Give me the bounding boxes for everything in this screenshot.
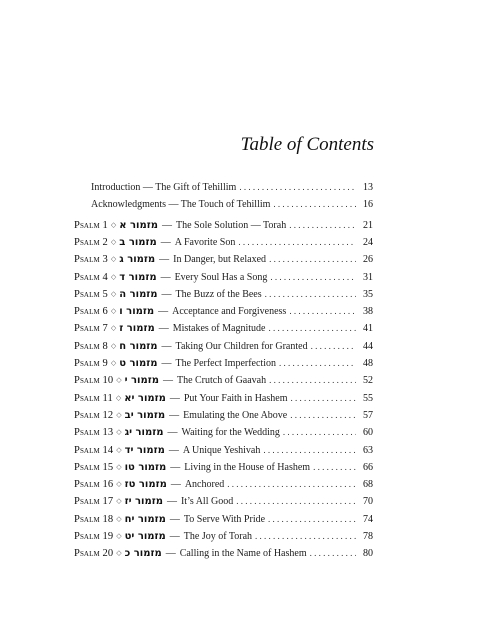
- entry-title: The Sole Solution — Torah: [175, 219, 287, 231]
- em-dash: —: [161, 219, 172, 231]
- hebrew-title: מזמור יח: [124, 513, 166, 525]
- toc-entry-psalm: [74, 339, 373, 354]
- page-title: Table of Contents: [240, 134, 374, 155]
- em-dash: —: [166, 496, 177, 508]
- dot-leader: [311, 339, 356, 354]
- hebrew-title: מזמור ט: [119, 358, 158, 369]
- toc-entry-psalm: [74, 494, 373, 509]
- entry-title: Living in the House of Hashem: [184, 461, 311, 473]
- dot-leader: [273, 197, 356, 212]
- diamond-separator-icon: ◇: [116, 445, 122, 454]
- diamond-separator-icon: ◇: [116, 410, 122, 419]
- page-number: 41: [363, 323, 373, 335]
- psalm-label: Psalm 7: [74, 323, 108, 335]
- psalm-label: Psalm 8: [74, 340, 108, 352]
- psalm-label: Psalm 4: [74, 271, 108, 283]
- page-number: 70: [363, 496, 373, 508]
- dot-leader: [255, 529, 356, 544]
- psalm-label: Psalm 12: [74, 409, 114, 421]
- toc-entry-psalm: [74, 287, 373, 302]
- psalm-label: Psalm 2: [74, 236, 108, 248]
- dot-leader: [289, 304, 356, 319]
- diamond-separator-icon: ◇: [116, 480, 122, 489]
- toc-entry-psalm: [74, 425, 373, 440]
- em-dash: —: [168, 444, 179, 456]
- dot-leader: [269, 252, 356, 267]
- entry-title: Every Soul Has a Song: [174, 271, 268, 283]
- diamond-separator-icon: ◇: [110, 255, 117, 264]
- psalm-label: Psalm 14: [74, 444, 114, 456]
- psalm-label: Psalm 9: [74, 358, 108, 369]
- dot-leader: [269, 373, 356, 388]
- page-number: 66: [363, 461, 373, 473]
- page-number: 80: [363, 548, 373, 560]
- entry-title: Emulating the One Above: [183, 409, 288, 421]
- entry-title: The Joy of Torah: [183, 531, 253, 542]
- dot-leader: [265, 287, 356, 302]
- page-number: 26: [363, 254, 373, 266]
- em-dash: —: [160, 271, 171, 283]
- hebrew-title: מזמור יא: [124, 392, 166, 404]
- entry-title: To Serve With Pride: [183, 513, 266, 525]
- em-dash: —: [167, 427, 178, 439]
- toc-entry-psalm: [74, 373, 373, 388]
- em-dash: —: [165, 548, 176, 560]
- dot-leader: [236, 494, 356, 509]
- em-dash: —: [170, 479, 181, 491]
- em-dash: —: [160, 236, 171, 248]
- page-number: 31: [363, 271, 373, 283]
- dot-leader: [283, 425, 356, 440]
- toc-entry-front-matter: [74, 180, 373, 195]
- toc-entry-psalm: [74, 270, 373, 285]
- toc-entry-psalm: [74, 252, 373, 267]
- toc-entry-psalm: [74, 304, 373, 319]
- diamond-separator-icon: ◇: [116, 532, 122, 540]
- entry-title: A Favorite Son: [174, 236, 236, 248]
- page-number: 78: [363, 531, 373, 542]
- diamond-separator-icon: ◇: [110, 289, 117, 298]
- diamond-separator-icon: ◇: [116, 514, 122, 523]
- dot-leader: [310, 546, 356, 561]
- toc-entry-psalm: [74, 408, 373, 423]
- psalm-label: Psalm 16: [74, 479, 114, 491]
- dot-leader: [313, 460, 356, 475]
- dot-leader: [239, 180, 356, 195]
- hebrew-title: מזמור יז: [124, 496, 163, 508]
- hebrew-title: מזמור יט: [124, 531, 166, 542]
- page-number: 60: [363, 427, 373, 439]
- hebrew-title: מזמור יד: [124, 444, 165, 456]
- psalm-label: Psalm 1: [74, 219, 108, 231]
- page-number: 38: [363, 306, 373, 318]
- psalm-label: Psalm 3: [74, 254, 108, 266]
- hebrew-title: מזמור ח: [119, 340, 158, 352]
- diamond-separator-icon: ◇: [110, 341, 117, 350]
- dot-leader: [268, 512, 356, 527]
- entry-title: It’s All Good: [180, 496, 234, 508]
- diamond-separator-icon: ◇: [110, 272, 117, 281]
- psalm-label: Psalm 6: [74, 306, 108, 318]
- psalm-label: Psalm 10: [74, 375, 114, 387]
- entry-title: Introduction — The Gift of Tehillim: [91, 182, 237, 193]
- em-dash: —: [169, 513, 180, 525]
- dot-leader: [289, 218, 356, 233]
- page-number: 57: [363, 409, 373, 421]
- entry-title: Put Your Faith in Hashem: [183, 392, 288, 404]
- em-dash: —: [158, 323, 169, 335]
- toc-entry-psalm: [74, 477, 373, 492]
- entry-title: Mistakes of Magnitude: [172, 323, 266, 335]
- em-dash: —: [169, 392, 180, 404]
- page-number: 35: [363, 288, 373, 300]
- entry-title: A Unique Yeshivah: [182, 444, 261, 456]
- dot-leader: [279, 356, 356, 371]
- entry-title: Calling in the Name of Hashem: [179, 548, 307, 560]
- hebrew-title: מזמור יב: [124, 409, 166, 421]
- diamond-separator-icon: ◇: [116, 376, 122, 385]
- toc-entry-psalm: [74, 391, 373, 406]
- hebrew-title: מזמור ד: [119, 271, 157, 283]
- toc-entry-psalm: [74, 321, 373, 336]
- em-dash: —: [169, 409, 180, 421]
- psalm-label: Psalm 18: [74, 513, 114, 525]
- entry-title: Acknowledgments — The Touch of Tehillim: [91, 199, 271, 211]
- toc-entry-psalm: [74, 546, 373, 561]
- page-number: 52: [363, 375, 373, 387]
- diamond-separator-icon: ◇: [110, 307, 117, 316]
- hebrew-title: מזמור טז: [124, 479, 167, 491]
- page-number: 48: [363, 358, 373, 369]
- hebrew-title: מזמור כ: [124, 548, 162, 560]
- page-number: 24: [363, 236, 373, 248]
- dot-leader: [238, 235, 356, 250]
- diamond-separator-icon: ◇: [116, 428, 122, 437]
- entry-title: Acceptance and Forgiveness: [172, 306, 287, 318]
- hebrew-title: מזמור י: [124, 375, 159, 387]
- psalm-label: Psalm 17: [74, 496, 114, 508]
- diamond-separator-icon: ◇: [110, 220, 117, 229]
- em-dash: —: [158, 306, 169, 318]
- diamond-separator-icon: ◇: [116, 497, 122, 506]
- hebrew-title: מזמור ה: [119, 288, 158, 300]
- em-dash: —: [162, 375, 173, 387]
- psalm-label: Psalm 5: [74, 288, 108, 300]
- hebrew-title: מזמור ז: [119, 323, 155, 335]
- page-number: 68: [363, 479, 373, 491]
- entry-title: The Crutch of Gaavah: [176, 375, 267, 387]
- em-dash: —: [161, 358, 172, 369]
- hebrew-title: מזמור טו: [124, 461, 167, 473]
- dot-leader: [290, 391, 356, 406]
- toc-entry-front-matter: [74, 197, 373, 212]
- psalm-label: Psalm 20: [74, 548, 114, 560]
- em-dash: —: [161, 340, 172, 352]
- em-dash: —: [169, 531, 180, 542]
- page-number: 13: [363, 182, 373, 193]
- hebrew-title: מזמור ג: [119, 254, 156, 266]
- psalm-label: Psalm 19: [74, 531, 114, 542]
- page-number: 55: [363, 392, 373, 404]
- toc-entry-psalm: [74, 512, 373, 527]
- toc-entry-psalm: [74, 235, 373, 250]
- entry-title: The Perfect Imperfection: [175, 358, 276, 369]
- em-dash: —: [170, 461, 181, 473]
- toc-entry-psalm: [74, 218, 373, 233]
- page-number: 44: [363, 340, 373, 352]
- entry-title: The Buzz of the Bees: [175, 288, 262, 300]
- toc-entry-psalm: [74, 356, 373, 371]
- dot-leader: [270, 270, 356, 285]
- page-number: 63: [363, 444, 373, 456]
- hebrew-title: מזמור א: [119, 219, 158, 231]
- psalm-label: Psalm 11: [74, 392, 113, 404]
- entry-title: In Danger, but Relaxed: [173, 254, 267, 266]
- page-number: 21: [363, 219, 373, 231]
- dot-leader: [263, 443, 356, 458]
- entry-title: Waiting for the Wedding: [181, 427, 280, 439]
- entry-title: Anchored: [184, 479, 225, 491]
- dot-leader: [227, 477, 356, 492]
- dot-leader: [290, 408, 356, 423]
- hebrew-title: מזמור יג: [124, 427, 164, 439]
- page-number: 16: [363, 199, 373, 211]
- psalm-label: Psalm 15: [74, 461, 114, 473]
- psalm-label: Psalm 13: [74, 427, 114, 439]
- em-dash: —: [159, 254, 170, 266]
- diamond-separator-icon: ◇: [110, 237, 117, 246]
- diamond-separator-icon: ◇: [115, 393, 122, 402]
- hebrew-title: מזמור ב: [119, 236, 157, 248]
- toc-entry-psalm: [74, 529, 373, 544]
- page-number: 74: [363, 513, 373, 525]
- toc-entry-psalm: [74, 443, 373, 458]
- diamond-separator-icon: ◇: [110, 324, 117, 333]
- em-dash: —: [161, 288, 172, 300]
- diamond-separator-icon: ◇: [110, 359, 117, 367]
- diamond-separator-icon: ◇: [116, 462, 122, 471]
- entry-title: Taking Our Children for Granted: [175, 340, 308, 352]
- diamond-separator-icon: ◇: [116, 549, 122, 558]
- toc-entry-psalm: [74, 460, 373, 475]
- dot-leader: [268, 321, 356, 336]
- hebrew-title: מזמור ו: [119, 306, 155, 318]
